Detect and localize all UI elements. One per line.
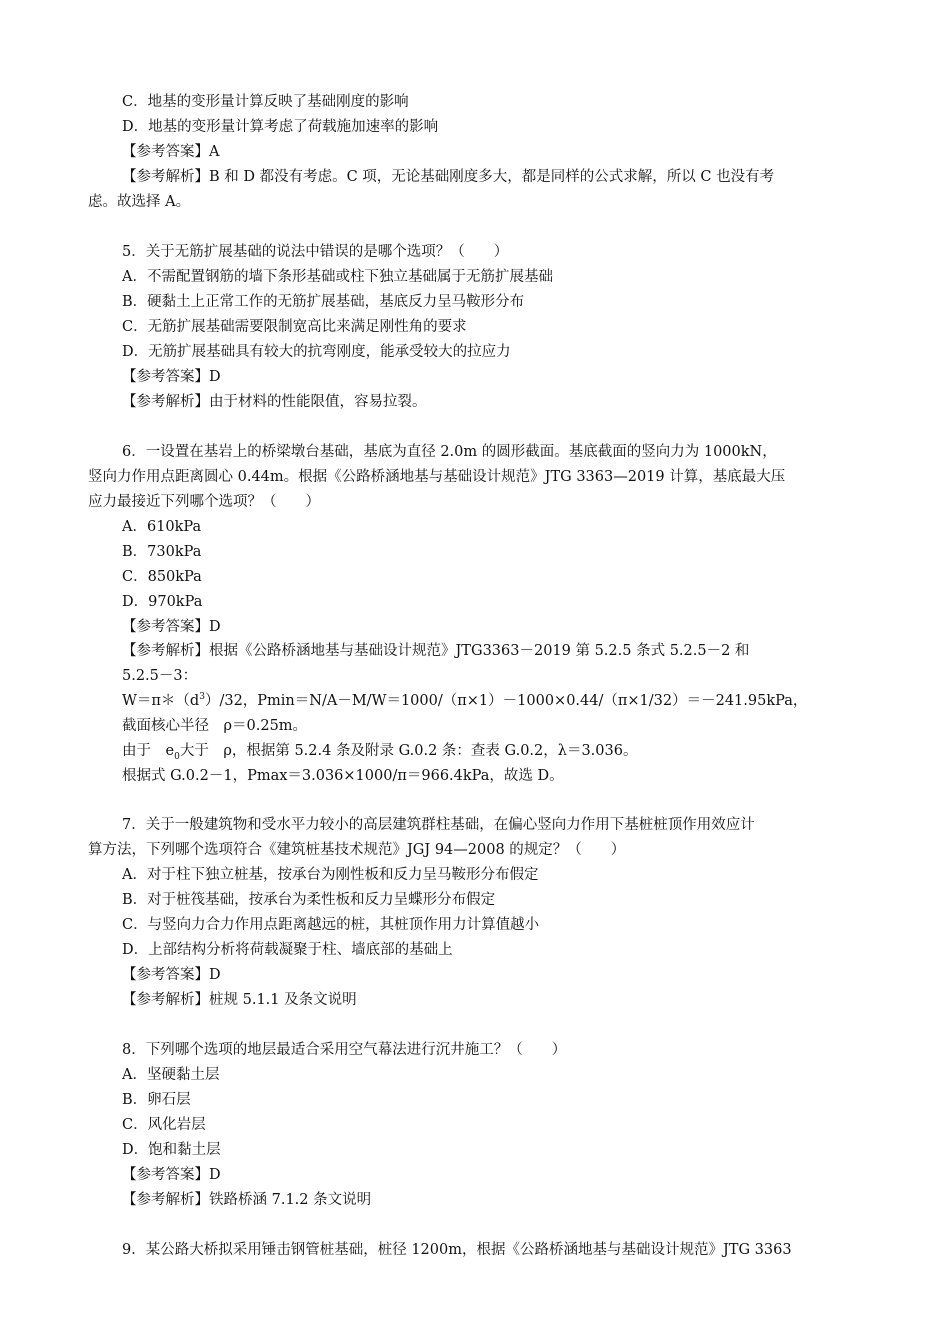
q6-since-part-a: 由于 e — [122, 743, 175, 759]
q7-option-a: A．对于柱下独立桩基，按承台为刚性板和反力呈马鞍形分布假定 — [122, 867, 539, 883]
q8-option-a: A．坚硬黏土层 — [122, 1067, 220, 1083]
q8-option-b: B．卵石层 — [122, 1092, 191, 1108]
q6-option-c: C．850kPa — [122, 569, 202, 585]
q4-analysis-line2: 虑。故选择 A。 — [88, 194, 191, 210]
q6-option-a: A．610kPa — [122, 519, 202, 535]
q5-option-d: D．无筋扩展基础具有较大的抗弯刚度，能承受较大的拉应力 — [122, 344, 511, 360]
q5-option-c: C．无筋扩展基础需要限制宽高比来满足刚性角的要求 — [122, 319, 467, 335]
q7-stem-line1: 7．关于一般建筑物和受水平力较小的高层建筑群柱基础，在偏心竖向力作用下基桩桩顶作用效应计 — [122, 817, 755, 833]
q6-since-part-b: 大于 ρ，根据第 5.2.4 条及附录 G.0.2 条：查表 G.0.2，λ＝3.036。 — [179, 743, 638, 759]
q9-stem-line1: 9．某公路大桥拟采用锤击钢管桩基础，桩径 1200m，根据《公路桥涵地基与基础设计规范》JTG 3363 — [122, 1242, 792, 1258]
q6-stem-line2: 竖向力作用点距离圆心 0.44m。根据《公路桥涵地基与基础设计规范》JTG 3363—2019 计算，基底最大压 — [88, 469, 786, 485]
q8-option-d: D．饱和黏土层 — [122, 1142, 221, 1158]
q8-option-c: C．风化岩层 — [122, 1117, 206, 1133]
q5-stem: 5．关于无筋扩展基础的说法中错误的是哪个选项？（ ） — [122, 244, 509, 260]
q7-analysis: 【参考解析】桩规 5.1.1 及条文说明 — [122, 992, 357, 1008]
q6-eccentricity — [122, 741, 637, 761]
q8-stem: 8．下列哪个选项的地层最适合采用空气幕法进行沉井施工？（ ） — [122, 1042, 567, 1058]
q5-option-a: A．不需配置钢筋的墙下条形基础或柱下独立基础属于无筋扩展基础 — [122, 269, 553, 285]
q7-answer: 【参考答案】D — [122, 967, 221, 983]
q6-formula-part-a: W＝π＊（d — [122, 693, 200, 709]
q6-final: 根据式 G.0.2－1，Pmax＝3.036×1000/π＝966.4kPa，故选 D。 — [122, 768, 564, 784]
q4-option-c: C．地基的变形量计算反映了基础刚度的影响 — [122, 94, 409, 110]
q6-analysis-line1: 【参考解析】根据《公路桥涵地基与基础设计规范》JTG3363－2019 第 5.2.5 条式 5.2.5－2 和 — [122, 643, 750, 659]
q5-analysis: 【参考解析】由于材料的性能限值，容易拉裂。 — [122, 394, 427, 410]
q8-answer: 【参考答案】D — [122, 1167, 221, 1183]
q6-formula-part-b: ）/32，Pmin＝N/A－M/W＝1000/（π×1）－1000×0.44/（π×1/32）＝－241.95kPa， — [204, 693, 808, 709]
q4-option-d: D．地基的变形量计算考虑了荷载施加速率的影响 — [122, 119, 439, 135]
q5-option-b: B．硬黏土上正常工作的无筋扩展基础，基底反力呈马鞍形分布 — [122, 294, 525, 310]
q6-formula-w — [122, 691, 807, 711]
q6-core-radius: 截面核心半径 ρ＝0.25m。 — [122, 718, 308, 734]
q5-answer: 【参考答案】D — [122, 369, 221, 385]
q7-option-c: C．与竖向力合力作用点距离越远的桩，其桩顶作用力计算值越小 — [122, 917, 540, 933]
q7-stem-line2: 算方法，下列哪个选项符合《建筑桩基技术规范》JGJ 94—2008 的规定？（ ） — [88, 842, 626, 858]
q6-analysis-line2: 5.2.5－3： — [122, 668, 198, 684]
q6-stem-line1: 6．一设置在基岩上的桥梁墩台基础，基底为直径 2.0m 的圆形截面。基底截面的竖向力为 1000kN， — [122, 444, 777, 460]
q6-option-d: D．970kPa — [122, 594, 203, 610]
q7-option-d: D．上部结构分析将荷载凝聚于柱、墙底部的基础上 — [122, 942, 453, 958]
q7-option-b: B．对于桩筏基础，按承台为柔性板和反力呈蝶形分布假定 — [122, 892, 496, 908]
q6-stem-line3: 应力最接近下列哪个选项？（ ） — [88, 494, 320, 510]
q6-answer: 【参考答案】D — [122, 619, 221, 635]
q4-analysis-line1: 【参考解析】B 和 D 都没有考虑。C 项，无论基础刚度多大，都是同样的公式求解，所以 C 也没有考 — [122, 169, 775, 185]
q6-formula-exponent: 3 — [199, 692, 205, 703]
q6-option-b: B．730kPa — [122, 544, 202, 560]
q8-analysis: 【参考解析】铁路桥涵 7.1.2 条文说明 — [122, 1192, 372, 1208]
q4-answer: 【参考答案】A — [122, 144, 220, 160]
q6-since-subscript: 0 — [174, 751, 180, 762]
